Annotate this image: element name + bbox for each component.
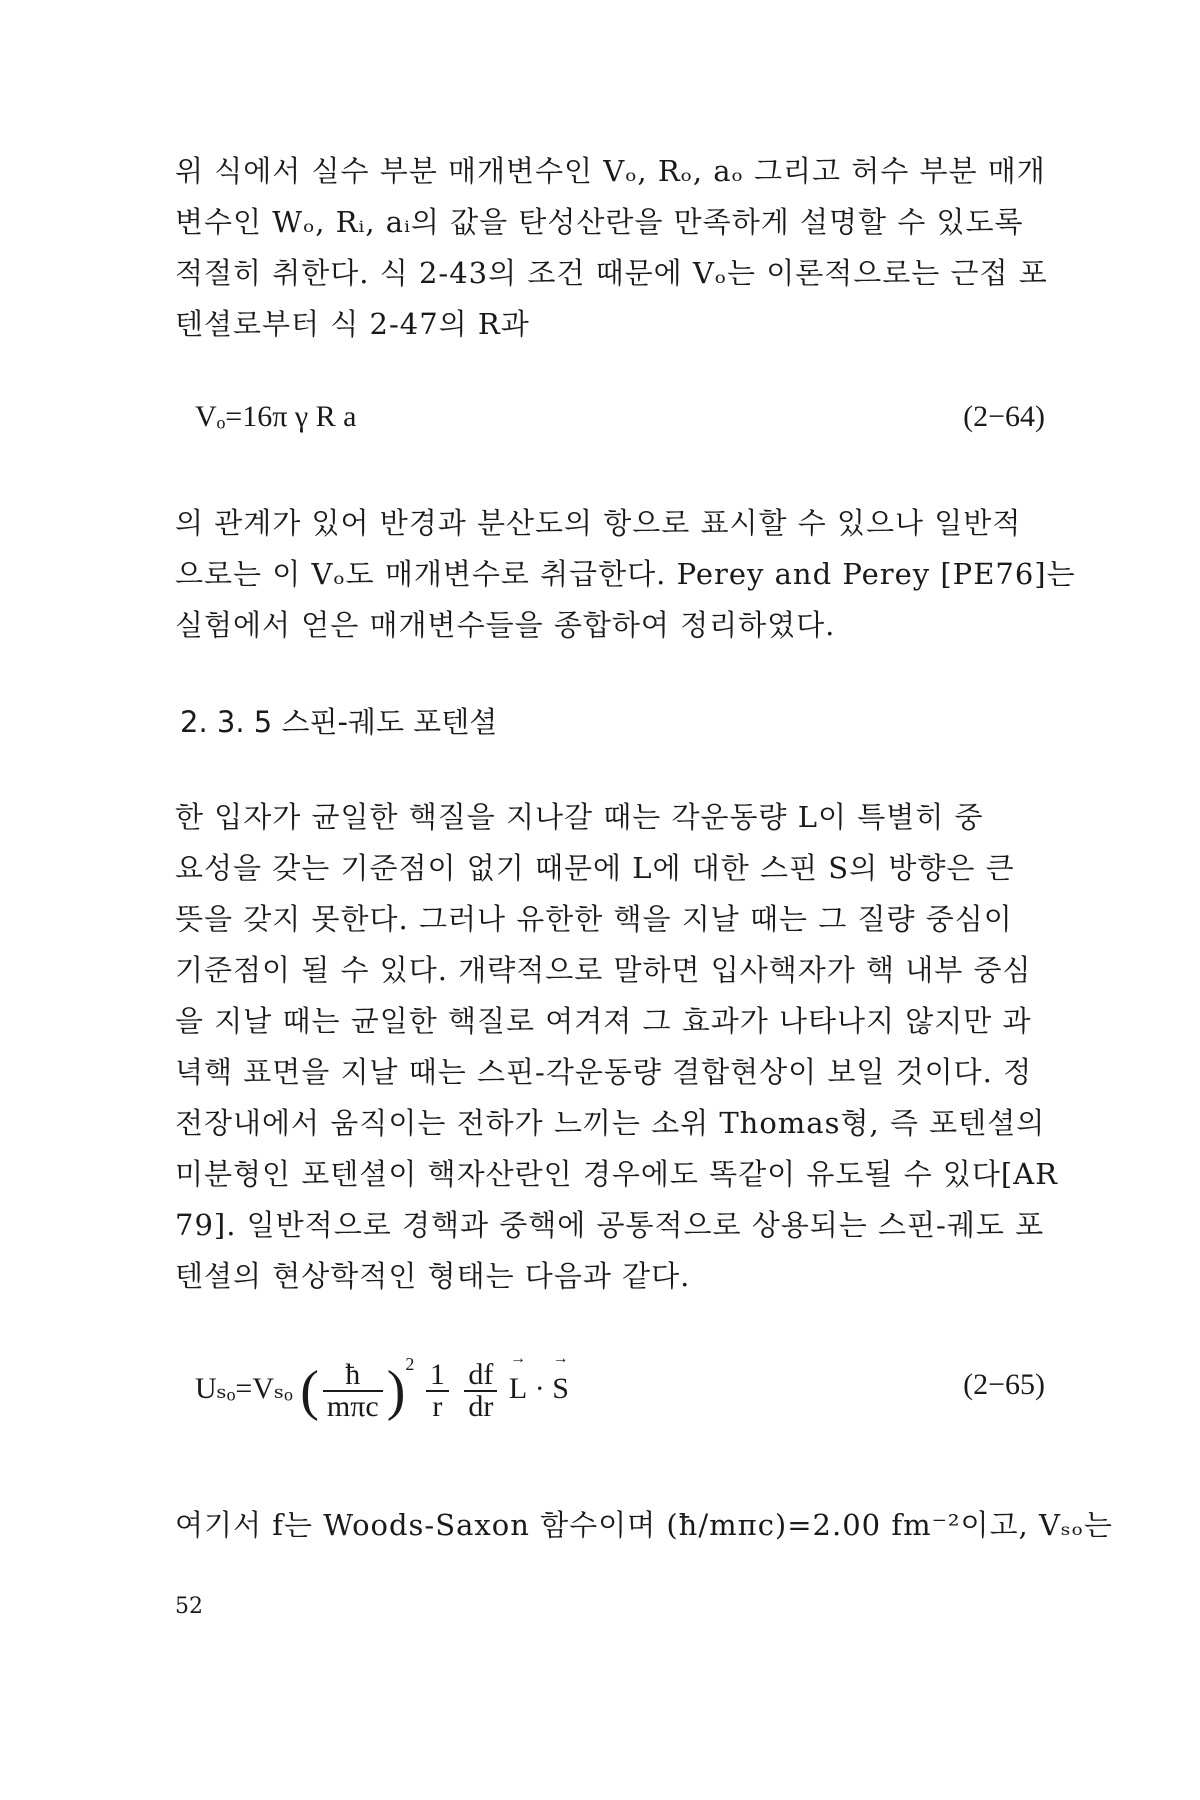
exponent: 2 <box>405 1354 415 1374</box>
left-paren: ( <box>300 1360 319 1423</box>
equation-number: (2−64) <box>963 400 1045 433</box>
text-line: 의 관계가 있어 반경과 분산도의 항으로 표시할 수 있으나 일반적 <box>175 506 1022 540</box>
equation-2-65 <box>195 1350 1045 1430</box>
text-line: 요성을 갖는 기준점이 없기 때문에 L에 대한 스핀 S의 방향은 큰 <box>175 851 1015 885</box>
fraction-one-over-r <box>426 1360 449 1422</box>
equation-body <box>195 1354 569 1423</box>
fraction-denominator: dr <box>468 1390 494 1424</box>
equation-number: (2−65) <box>963 1368 1045 1401</box>
dot-operator: · <box>534 1372 545 1405</box>
fraction-df-dr <box>464 1360 497 1422</box>
fraction-denominator: mπc <box>326 1390 379 1424</box>
right-paren: ) <box>386 1360 406 1423</box>
fraction-hbar-mpic <box>323 1360 383 1422</box>
paragraph-3 <box>175 792 1058 1302</box>
vector-L: → L <box>509 1372 527 1406</box>
paragraph-4 <box>175 1500 1113 1551</box>
text-line: 변수인 Wₒ, Rᵢ, aᵢ의 값을 탄성산란을 만족하게 설명할 수 있도록 <box>175 205 1024 239</box>
text-line: 적절히 취한다. 식 2-43의 조건 때문에 Vₒ는 이론적으로는 근접 포 <box>175 256 1048 290</box>
text-line: 실험에서 얻은 매개변수들을 종합하여 정리하였다. <box>175 608 836 642</box>
fraction-denominator: r <box>432 1390 443 1424</box>
text-line: 뜻을 갖지 못한다. 그러나 유한한 핵을 지날 때는 그 질량 중심이 <box>175 902 1013 936</box>
fraction-numerator: 1 <box>426 1360 449 1392</box>
text-line: 전장내에서 움직이는 전하가 느끼는 소위 Thomas형, 즉 포텐셜의 <box>175 1106 1046 1140</box>
text-line: 으로는 이 Vₒ도 매개변수로 취급한다. Perey and Perey [PE76]는 <box>175 557 1076 591</box>
paragraph-1 <box>175 146 1048 350</box>
section-title: 2. 3. 5 스핀-궤도 포텐셜 <box>180 705 498 739</box>
text-line: 위 식에서 실수 부분 매개변수인 Vₒ, Rₒ, aₒ 그리고 허수 부분 매개 <box>175 154 1046 188</box>
text-line: 텐셜로부터 식 2-47의 R과 <box>175 307 530 341</box>
paragraph-2 <box>175 498 1076 651</box>
text-line: 미분형인 포텐셜이 핵자산란인 경우에도 똑같이 유도될 수 있다[AR <box>175 1157 1058 1191</box>
fraction-numerator: df <box>464 1360 497 1392</box>
text-line: 79]. 일반적으로 경핵과 중핵에 공통적으로 상용되는 스핀-궤도 포 <box>175 1208 1045 1242</box>
text-line: 한 입자가 균일한 핵질을 지나갈 때는 각운동량 L이 특별히 중 <box>175 800 984 834</box>
vector-S: → S <box>552 1372 569 1406</box>
fraction-numerator: ħ <box>323 1360 383 1392</box>
text-line: 텐셜의 현상학적인 형태는 다음과 같다. <box>175 1259 691 1293</box>
text-line: 녁핵 표면을 지날 때는 스핀-각운동량 결합현상이 보일 것이다. 정 <box>175 1055 1033 1089</box>
text-line: 여기서 f는 Woods-Saxon 함수이며 (ħ/mπc)=2.00 fm⁻²이고, Vₛₒ는 <box>175 1508 1113 1542</box>
equation-2-64 <box>195 400 1045 460</box>
equation-lhs: Uₛₒ=Vₛₒ <box>195 1372 293 1405</box>
page-number: 52 <box>175 1594 203 1619</box>
text-line: 을 지날 때는 균일한 핵질로 여겨져 그 효과가 나타나지 않지만 과 <box>175 1004 1032 1038</box>
text-line: 기준점이 될 수 있다. 개략적으로 말하면 입사핵자가 핵 내부 중심 <box>175 953 1032 987</box>
equation-body: Vₒ=16π γ R a <box>195 400 357 433</box>
